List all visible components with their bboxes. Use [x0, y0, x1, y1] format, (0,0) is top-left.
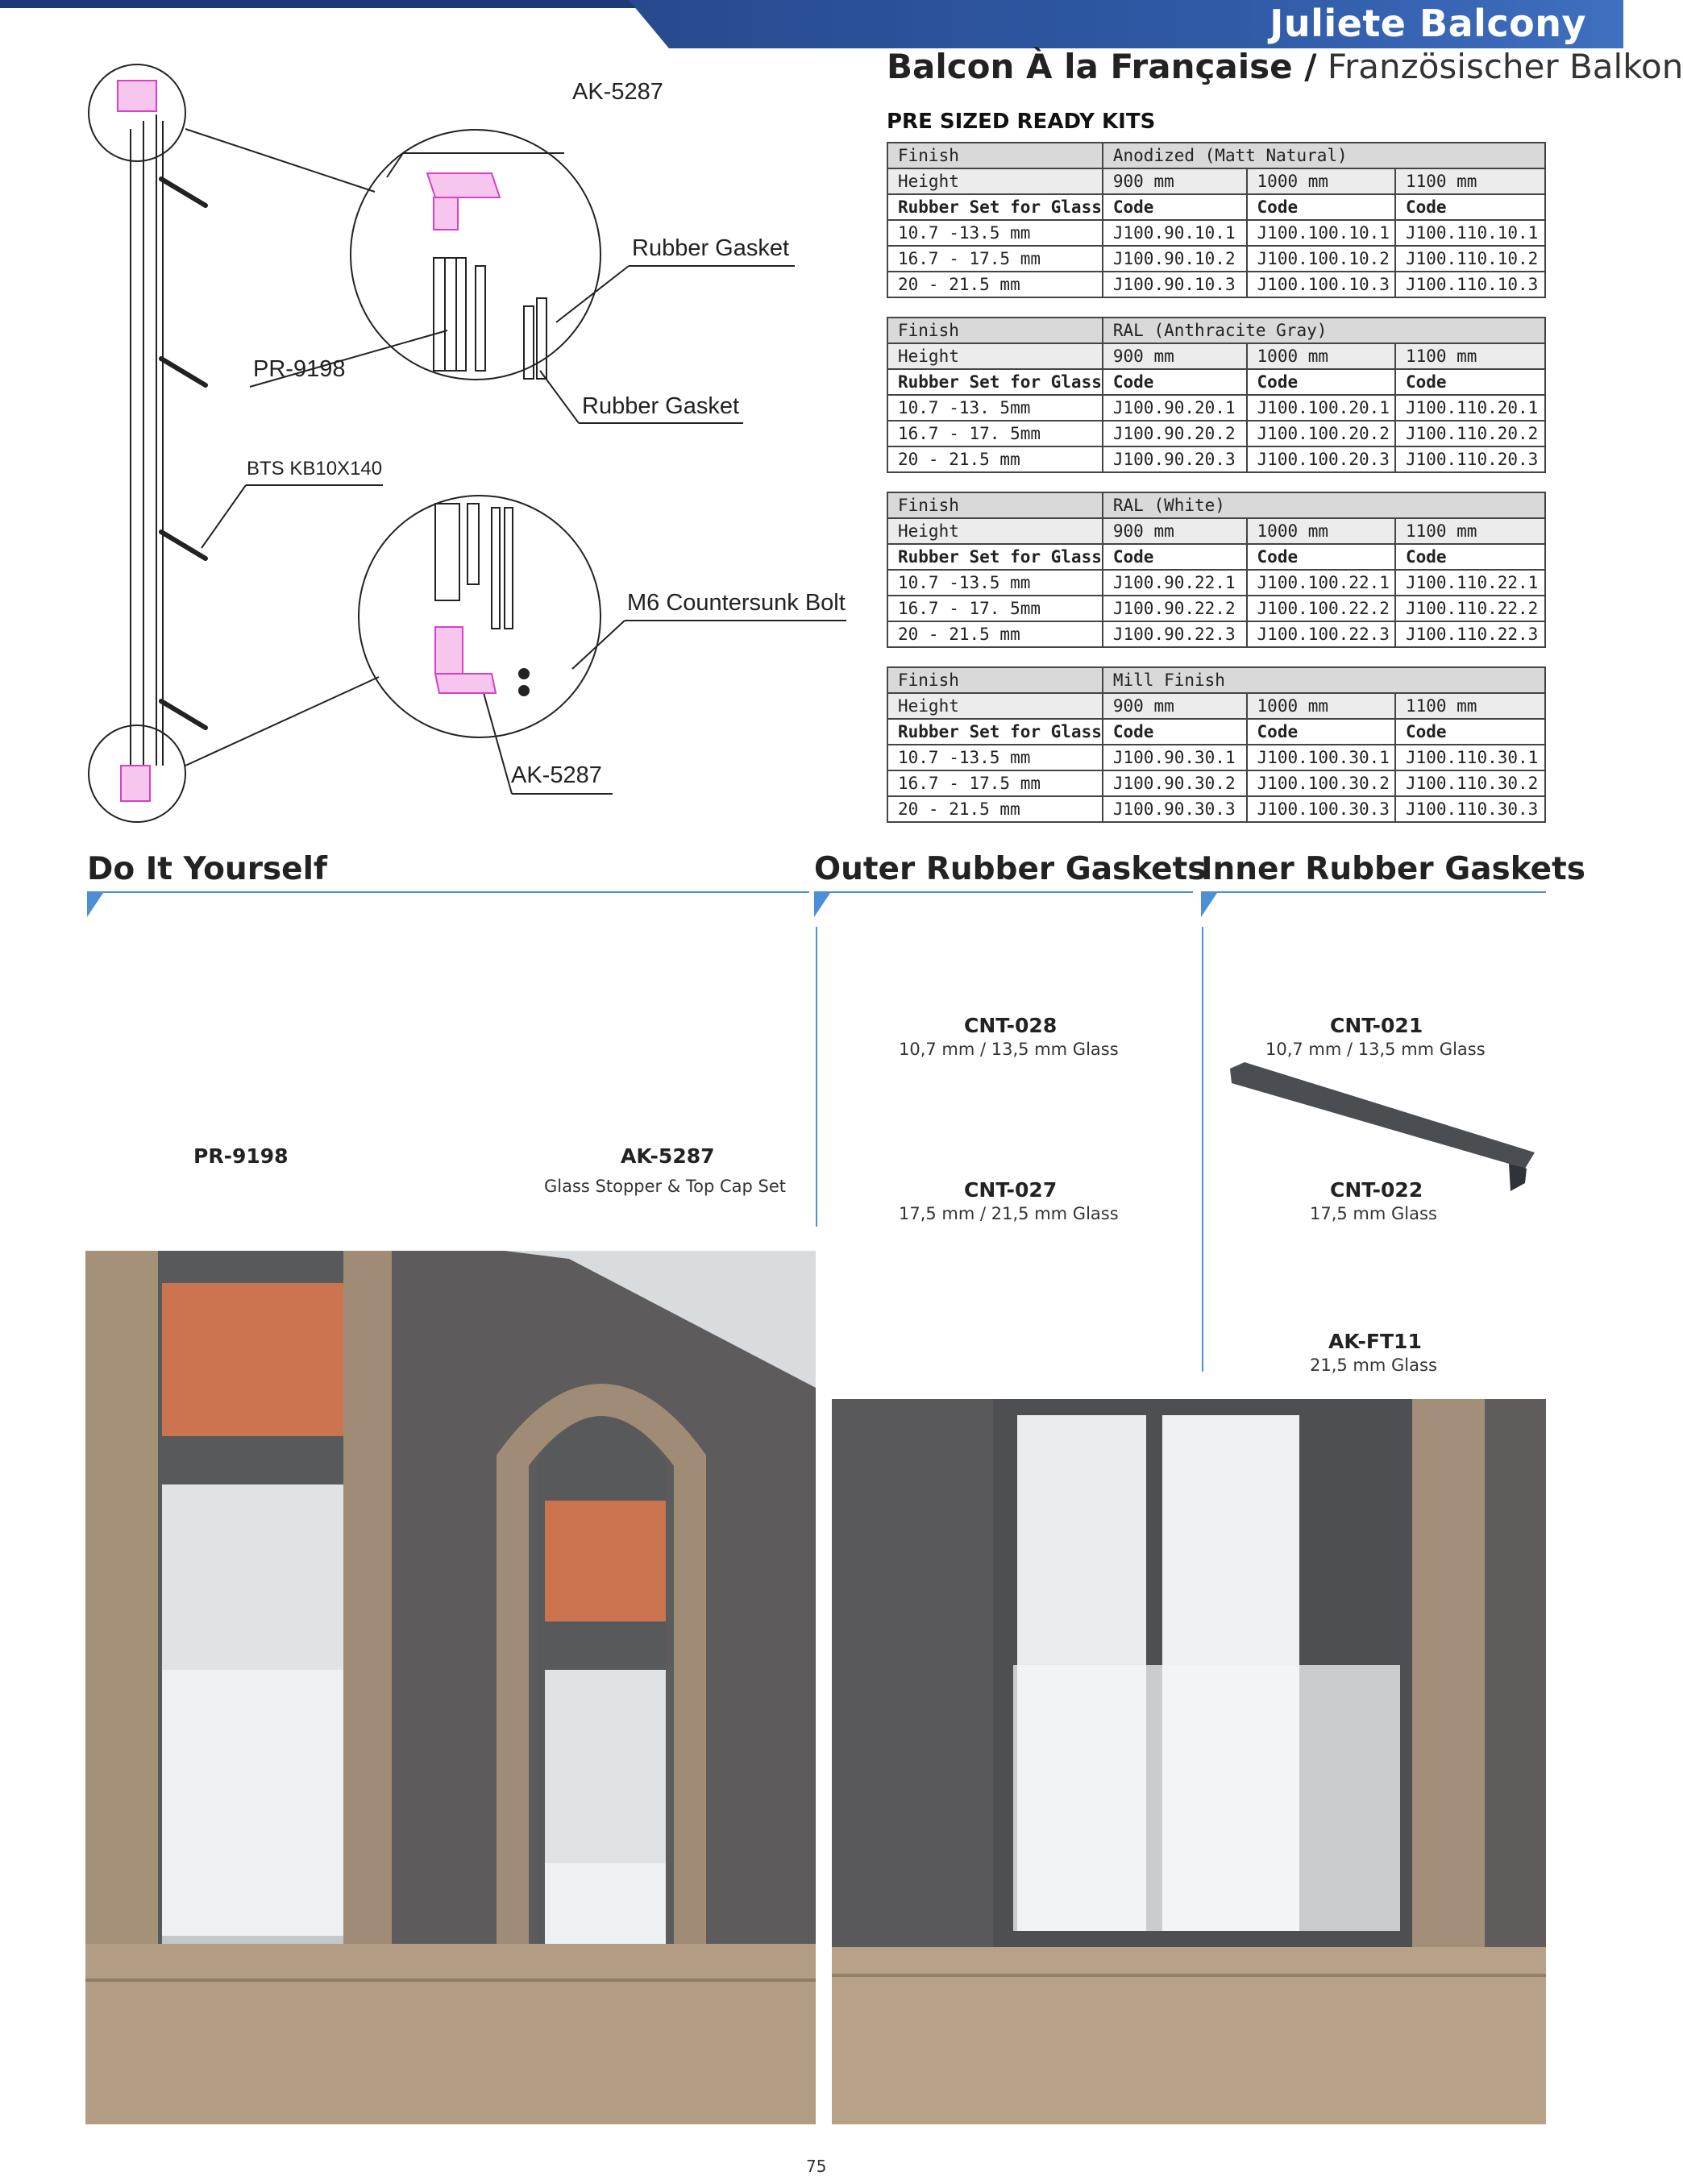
finish-label: Finish — [887, 492, 1103, 518]
glass-range: 16.7 - 17. 5mm — [887, 421, 1103, 446]
kit-table-white — [887, 492, 1546, 648]
kit-code: J100.110.10.2 — [1395, 246, 1545, 272]
height-cell: 1100 mm — [1395, 168, 1545, 194]
kit-code: J100.100.20.1 — [1247, 395, 1395, 421]
column-header: Code — [1103, 369, 1247, 395]
label-bts-anchor: BTS KB10X140 — [247, 458, 383, 480]
kit-code: J100.90.10.1 — [1103, 220, 1247, 246]
column-header: Code — [1247, 369, 1395, 395]
height-cell: 1100 mm — [1395, 693, 1545, 719]
column-header: Code — [1103, 719, 1247, 745]
kit-table-anodized — [887, 142, 1546, 298]
height-cell: 900 mm — [1103, 343, 1247, 369]
kit-code: J100.100.30.3 — [1247, 796, 1395, 822]
column-header: Code — [1103, 544, 1247, 570]
product-desc-cnt021: 10,7 mm / 13,5 mm Glass — [1265, 1040, 1486, 1059]
page-number: 75 — [806, 2157, 827, 2176]
glass-range: 16.7 - 17.5 mm — [887, 246, 1103, 272]
kit-code: J100.110.22.3 — [1395, 621, 1545, 647]
building-photo-right — [832, 1399, 1546, 2124]
kit-code: J100.90.22.1 — [1103, 570, 1247, 596]
glass-range: 10.7 -13.5 mm — [887, 745, 1103, 770]
section-rule-diy — [87, 891, 809, 893]
column-header: Code — [1395, 194, 1545, 220]
kit-code: J100.110.20.1 — [1395, 395, 1545, 421]
height-cell: 1000 mm — [1247, 343, 1395, 369]
column-header: Code — [1247, 719, 1395, 745]
height-cell: 1100 mm — [1395, 343, 1545, 369]
glass-range: 20 - 21.5 mm — [887, 796, 1103, 822]
kit-code: J100.90.20.3 — [1103, 446, 1247, 472]
height-label: Height — [887, 693, 1103, 719]
product-code-cnt027: CNT-027 — [964, 1178, 1058, 1202]
kit-code: J100.100.30.1 — [1247, 745, 1395, 770]
product-code-cnt021: CNT-021 — [1330, 1014, 1423, 1037]
section-title-outer: Outer Rubber Gaskets — [814, 851, 1207, 887]
assembly-illustration — [73, 56, 871, 830]
page-subtitle — [887, 47, 1683, 86]
height-cell: 900 mm — [1103, 693, 1247, 719]
column-header: Code — [1103, 194, 1247, 220]
kit-code: J100.90.30.1 — [1103, 745, 1247, 770]
column-header: Rubber Set for Glass — [887, 194, 1103, 220]
kit-code: J100.90.20.1 — [1103, 395, 1247, 421]
finish-value: Anodized (Matt Natural) — [1103, 143, 1545, 168]
kit-code: J100.110.22.1 — [1395, 570, 1545, 596]
product-desc-cnt022: 17,5 mm Glass — [1310, 1204, 1437, 1223]
glass-range: 16.7 - 17. 5mm — [887, 596, 1103, 621]
kit-code: J100.110.30.1 — [1395, 745, 1545, 770]
label-rubber-gasket-2: Rubber Gasket — [582, 393, 740, 419]
product-desc-ak5287: Glass Stopper & Top Cap Set — [544, 1177, 787, 1196]
gasket-profile-image — [1227, 1062, 1538, 1198]
height-cell: 900 mm — [1103, 168, 1247, 194]
glass-range: 10.7 -13.5 mm — [887, 570, 1103, 596]
product-code-cnt022: CNT-022 — [1330, 1178, 1423, 1202]
glass-range: 20 - 21.5 mm — [887, 272, 1103, 297]
column-header: Code — [1395, 719, 1545, 745]
section-marker-inner — [1201, 893, 1217, 917]
kit-code: J100.100.10.3 — [1247, 272, 1395, 297]
kit-code: J100.110.30.3 — [1395, 796, 1545, 822]
photo-right-art — [832, 1399, 1546, 2124]
gasket-strip — [1230, 1062, 1535, 1169]
height-cell: 1000 mm — [1247, 693, 1395, 719]
product-code-akft11: AK-FT11 — [1328, 1330, 1422, 1353]
label-m6-countersunk: M6 Countersunk Bolt — [627, 590, 846, 616]
kit-code: J100.100.30.2 — [1247, 770, 1395, 796]
kit-code: J100.100.22.2 — [1247, 596, 1395, 621]
exploded-assembly-drawing — [73, 56, 871, 830]
section-rule-inner — [1201, 891, 1546, 893]
finish-label: Finish — [887, 143, 1103, 168]
glass-range: 10.7 -13. 5mm — [887, 395, 1103, 421]
product-code-ak5287: AK-5287 — [621, 1144, 715, 1168]
product-code-pr9198: PR-9198 — [193, 1144, 289, 1168]
glass-range: 20 - 21.5 mm — [887, 446, 1103, 472]
height-cell: 900 mm — [1103, 518, 1247, 544]
height-cell: 1100 mm — [1395, 518, 1545, 544]
section-divider-outer — [816, 927, 817, 1227]
finish-label: Finish — [887, 667, 1103, 693]
kit-table-anthracite — [887, 317, 1546, 473]
product-desc-akft11: 21,5 mm Glass — [1310, 1356, 1437, 1375]
kit-code: J100.90.10.3 — [1103, 272, 1247, 297]
glass-range: 20 - 21.5 mm — [887, 621, 1103, 647]
label-pr9198: PR-9198 — [253, 356, 346, 382]
column-header: Code — [1395, 544, 1545, 570]
height-label: Height — [887, 518, 1103, 544]
label-ak5287-bottom: AK-5287 — [511, 762, 602, 788]
product-desc-cnt028: 10,7 mm / 13,5 mm Glass — [899, 1040, 1119, 1059]
finish-value: Mill Finish — [1103, 667, 1545, 693]
column-header: Code — [1247, 544, 1395, 570]
label-ak5287-top: AK-5287 — [572, 79, 663, 105]
height-label: Height — [887, 168, 1103, 194]
kit-code: J100.90.30.3 — [1103, 796, 1247, 822]
section-title-diy: Do It Yourself — [87, 851, 327, 887]
kit-code: J100.100.10.1 — [1247, 220, 1395, 246]
section-rule-outer — [814, 891, 1193, 893]
kit-code: J100.100.22.1 — [1247, 570, 1395, 596]
kit-code: J100.90.30.2 — [1103, 770, 1247, 796]
product-code-cnt028: CNT-028 — [964, 1014, 1058, 1037]
subtitle-german: Französischer Balkon — [1327, 47, 1683, 86]
column-header: Rubber Set for Glass — [887, 544, 1103, 570]
column-header: Rubber Set for Glass — [887, 719, 1103, 745]
section-marker-outer — [814, 893, 830, 917]
height-cell: 1000 mm — [1247, 518, 1395, 544]
kit-code: J100.100.20.3 — [1247, 446, 1395, 472]
kit-code: J100.110.22.2 — [1395, 596, 1545, 621]
subtitle-french: Balcon À la Française / — [887, 47, 1317, 86]
kit-code: J100.110.30.2 — [1395, 770, 1545, 796]
kit-code: J100.110.10.3 — [1395, 272, 1545, 297]
kit-code: J100.100.10.2 — [1247, 246, 1395, 272]
kit-code: J100.90.20.2 — [1103, 421, 1247, 446]
section-divider-inner — [1202, 927, 1203, 1372]
height-label: Height — [887, 343, 1103, 369]
glass-range: 16.7 - 17.5 mm — [887, 770, 1103, 796]
kit-code: J100.110.20.2 — [1395, 421, 1545, 446]
label-rubber-gasket-1: Rubber Gasket — [632, 235, 790, 261]
glass-range: 10.7 -13.5 mm — [887, 220, 1103, 246]
kit-table-mill — [887, 666, 1546, 823]
column-header: Rubber Set for Glass — [887, 369, 1103, 395]
building-photo-left — [85, 1251, 816, 2124]
kit-code: J100.110.20.3 — [1395, 446, 1545, 472]
photo-left-art — [85, 1251, 816, 2124]
product-desc-cnt027: 17,5 mm / 21,5 mm Glass — [899, 1204, 1119, 1223]
section-marker-diy — [87, 893, 103, 917]
column-header: Code — [1247, 194, 1395, 220]
kit-code: J100.90.22.3 — [1103, 621, 1247, 647]
section-title-inner: Inner Rubber Gaskets — [1201, 851, 1585, 887]
kit-code: J100.100.20.2 — [1247, 421, 1395, 446]
kit-code: J100.110.10.1 — [1395, 220, 1545, 246]
header-band — [0, 0, 1623, 48]
kits-heading: PRE SIZED READY KITS — [887, 110, 1156, 134]
column-header: Code — [1395, 369, 1545, 395]
kit-code: J100.90.22.2 — [1103, 596, 1247, 621]
kit-code: J100.100.22.3 — [1247, 621, 1395, 647]
finish-label: Finish — [887, 318, 1103, 343]
height-cell: 1000 mm — [1247, 168, 1395, 194]
finish-value: RAL (White) — [1103, 492, 1545, 518]
page-title: Juliete Balcony — [1270, 2, 1586, 45]
kit-code: J100.90.10.2 — [1103, 246, 1247, 272]
finish-value: RAL (Anthracite Gray) — [1103, 318, 1545, 343]
